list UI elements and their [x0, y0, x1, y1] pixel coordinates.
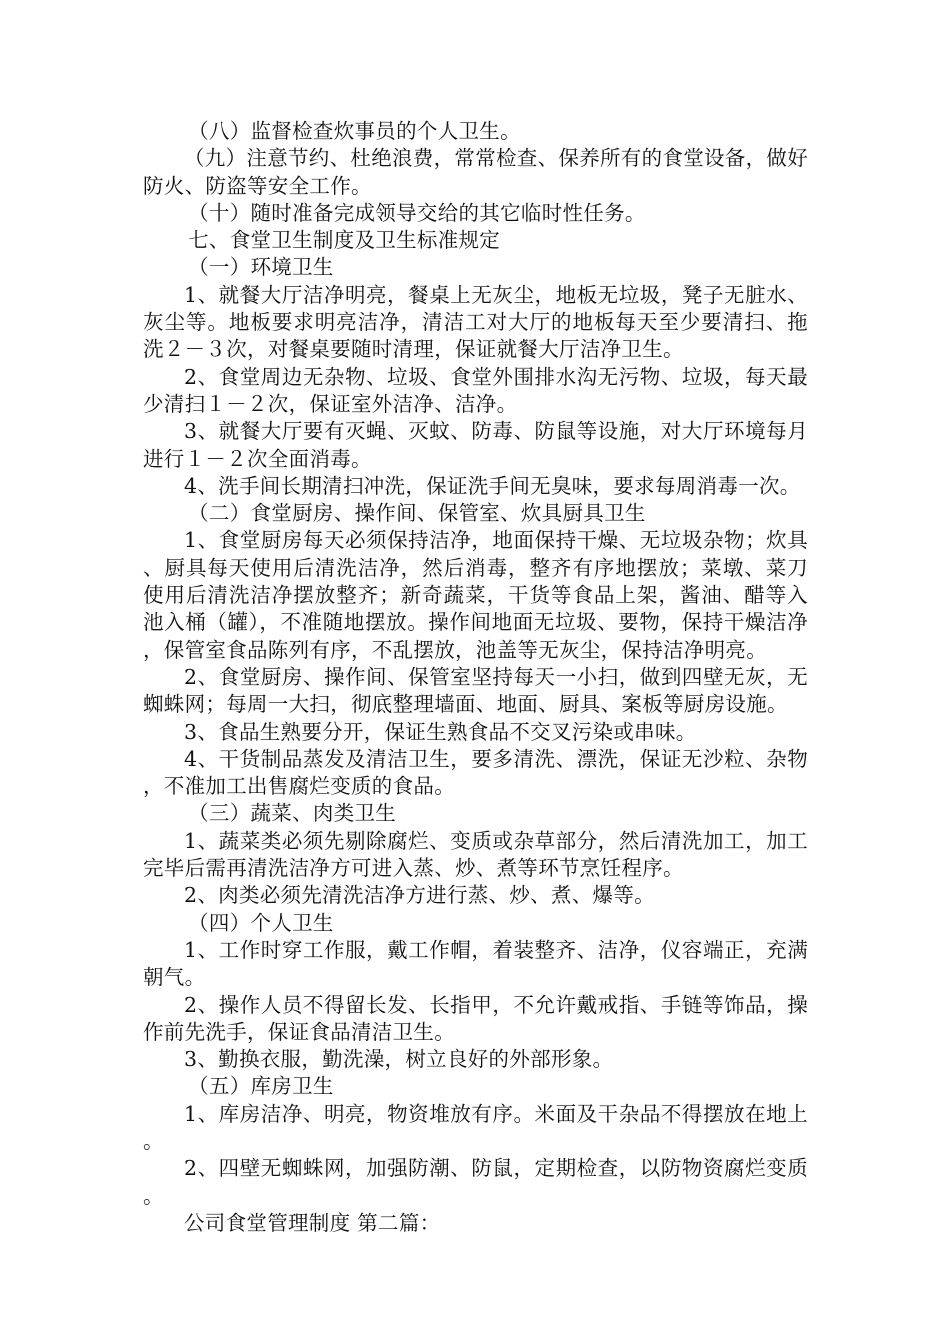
- section-heading: （二）食堂厨房、操作间、保管室、炊具厨具卫生: [188, 501, 646, 526]
- body-paragraph: 1、工作时穿工作服，戴工作帽，着装整齐、洁净，仪容端正，充满朝气。: [143, 937, 808, 990]
- body-paragraph: 公司食堂管理制度 第二篇：: [184, 1210, 441, 1235]
- section-heading: 七、食堂卫生制度及卫生标准规定: [188, 228, 501, 253]
- body-paragraph: 3、食品生熟要分开，保证生熟食品不交叉污染或串味。: [184, 719, 697, 744]
- section-heading: （一）环境卫生: [188, 255, 334, 280]
- document-body: [143, 118, 808, 1237]
- body-paragraph: 2、操作人员不得留长发、长指甲，不允许戴戒指、手链等饰品，操作前先洗手，保证食品清洁卫生。: [143, 992, 808, 1044]
- body-paragraph: 1、库房洁净、明亮，物资堆放有序。米面及干杂品不得摆放在地上。: [143, 1101, 808, 1153]
- section-heading: （八）监督检查炊事员的个人卫生。: [188, 119, 521, 143]
- body-paragraph: 2、肉类必须先清洗洁净方进行蒸、炒、煮、爆等。: [184, 883, 655, 908]
- body-paragraph: 3、勤换衣服，勤洗澡，树立良好的外部形象。: [184, 1047, 614, 1072]
- body-paragraph: 1、食堂厨房每天必须保持洁净，地面保持干燥、无垃圾杂物；炊具、厨具每天使用后清洗洁净，然后消毒，整齐有序地摆放；菜墩、菜刀使用后清洗洁净摆放整齐；新奇蔬菜，干货等食品上架，酱油、醋等入池入桶（罐），不准随地摆放。操作间地面无垃圾、要物，保持干燥洁净，保管室食品陈列有序，不乱摆放，池盖等无灰尘，保持洁净明亮。: [143, 528, 808, 662]
- body-paragraph: 2、四壁无蜘蛛网，加强防潮、防鼠，定期检查，以防物资腐烂变质。: [143, 1156, 808, 1208]
- section-heading: （五）库房卫生: [188, 1074, 334, 1099]
- section-heading: （三）蔬菜、肉类卫生: [188, 801, 397, 826]
- body-paragraph: （九）注意节约、杜绝浪费，常常检查、保养所有的食堂设备，做好防火、防盗等安全工作。: [143, 146, 808, 198]
- body-paragraph: 2、食堂周边无杂物、垃圾、食堂外围排水沟无污物、垃圾，每天最少清扫１－２次，保证室外洁净、洁净。: [143, 364, 808, 416]
- body-paragraph: 1、蔬菜类必须先剔除腐烂、变质或杂草部分，然后清洗加工，加工完毕后需再清洗洁净方可进入蒸、炒、煮等环节烹饪程序。: [143, 828, 808, 881]
- body-paragraph: 4、洗手间长期清扫冲洗，保证洗手间无臭味，要求每周消毒一次。: [184, 473, 801, 498]
- body-paragraph: 1、就餐大厅洁净明亮，餐桌上无灰尘，地板无垃圾，凳子无脏水、灰尘等。地板要求明亮洁净，清洁工对大厅的地板每天至少要清扫、拖洗２－３次，对餐桌要随时清理，保证就餐大厅洁净卫生。: [143, 282, 808, 362]
- body-paragraph: 2、食堂厨房、操作间、保管室坚持每天一小扫，做到四壁无灰，无蜘蛛网；每周一大扫，彻底整理墙面、地面、厨具、案板等厨房设施。: [143, 664, 808, 717]
- section-heading: （十）随时准备完成领导交给的其它临时性任务。: [188, 200, 646, 225]
- body-paragraph: 3、就餐大厅要有灭蝇、灭蚊、防毒、防鼠等设施，对大厅环境每月进行１－２次全面消毒。: [143, 419, 808, 471]
- section-heading: （四）个人卫生: [188, 910, 334, 935]
- body-paragraph: 4、干货制品蒸发及清洁卫生，要多清洗、漂洗，保证无沙粒、杂物，不准加工出售腐烂变质的食品。: [143, 746, 808, 799]
